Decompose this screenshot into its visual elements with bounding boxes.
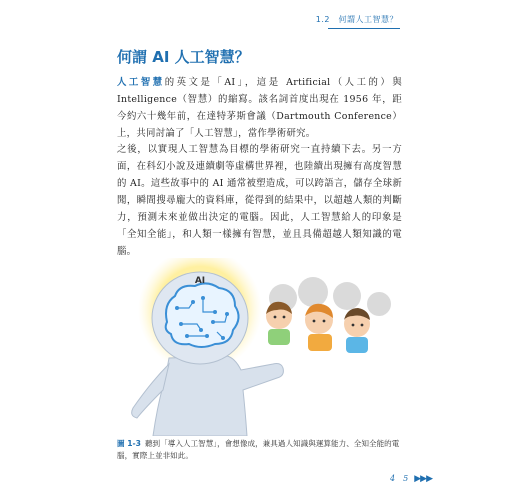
figure-illustration <box>117 258 402 436</box>
page-footer <box>390 473 432 484</box>
caption-text: 聽到「導入人工智慧」，會想像成，兼具過人知識與運算能力、全知全能的電腦，實際上並非如此。 <box>117 439 400 460</box>
running-head: 1.2 何謂人工智慧？ <box>315 15 398 24</box>
caption-label: 圖 1-3 <box>117 439 141 448</box>
ai-head-label: AI <box>194 276 206 286</box>
person-2 <box>305 304 333 351</box>
ai-figure-drawing <box>117 258 402 436</box>
paragraph-1-text: 的英文是「AI」，這是 Artificial（人工的）與 Intelligence（智慧）的縮寫。該名詞首度出現在 1956 年，距今約六十幾年前，在達特茅斯會議（Dartmouth Conference）上，共同討論了「人工智慧」，當作學術研究。 <box>117 77 403 139</box>
running-head-rule <box>328 28 400 29</box>
figure-caption <box>117 438 407 462</box>
section-title: 何謂 AI 人工智慧？ <box>117 48 250 66</box>
person-1 <box>266 302 292 345</box>
paragraph-2: 之後，以實現人工智慧為目標的學術研究一直持續下去。另一方面，在科幻小說及連續劇等虛構世界裡，也陸續出現擁有高度智慧的 AI。這些故事中的 AI 通常被塑造成，可以跨語言，儲存全球新聞，瞬間搜尋龐大的資料庫，從得到的結果中，以超越人類的判斷力，預測未來並做出決定的電腦。因此，人工智慧給人的印象是「全知全能」，和人類一樣擁有智慧，並且具備超越人類知識的電腦。 <box>117 144 402 257</box>
robot-body <box>153 356 283 436</box>
person-3 <box>344 308 370 353</box>
paragraph-1 <box>117 74 402 142</box>
next-page-arrows-icon: ▶▶▶ <box>414 474 432 484</box>
keyword-ai: 人工智慧 <box>117 77 165 88</box>
folio: 4 5 <box>390 474 409 483</box>
